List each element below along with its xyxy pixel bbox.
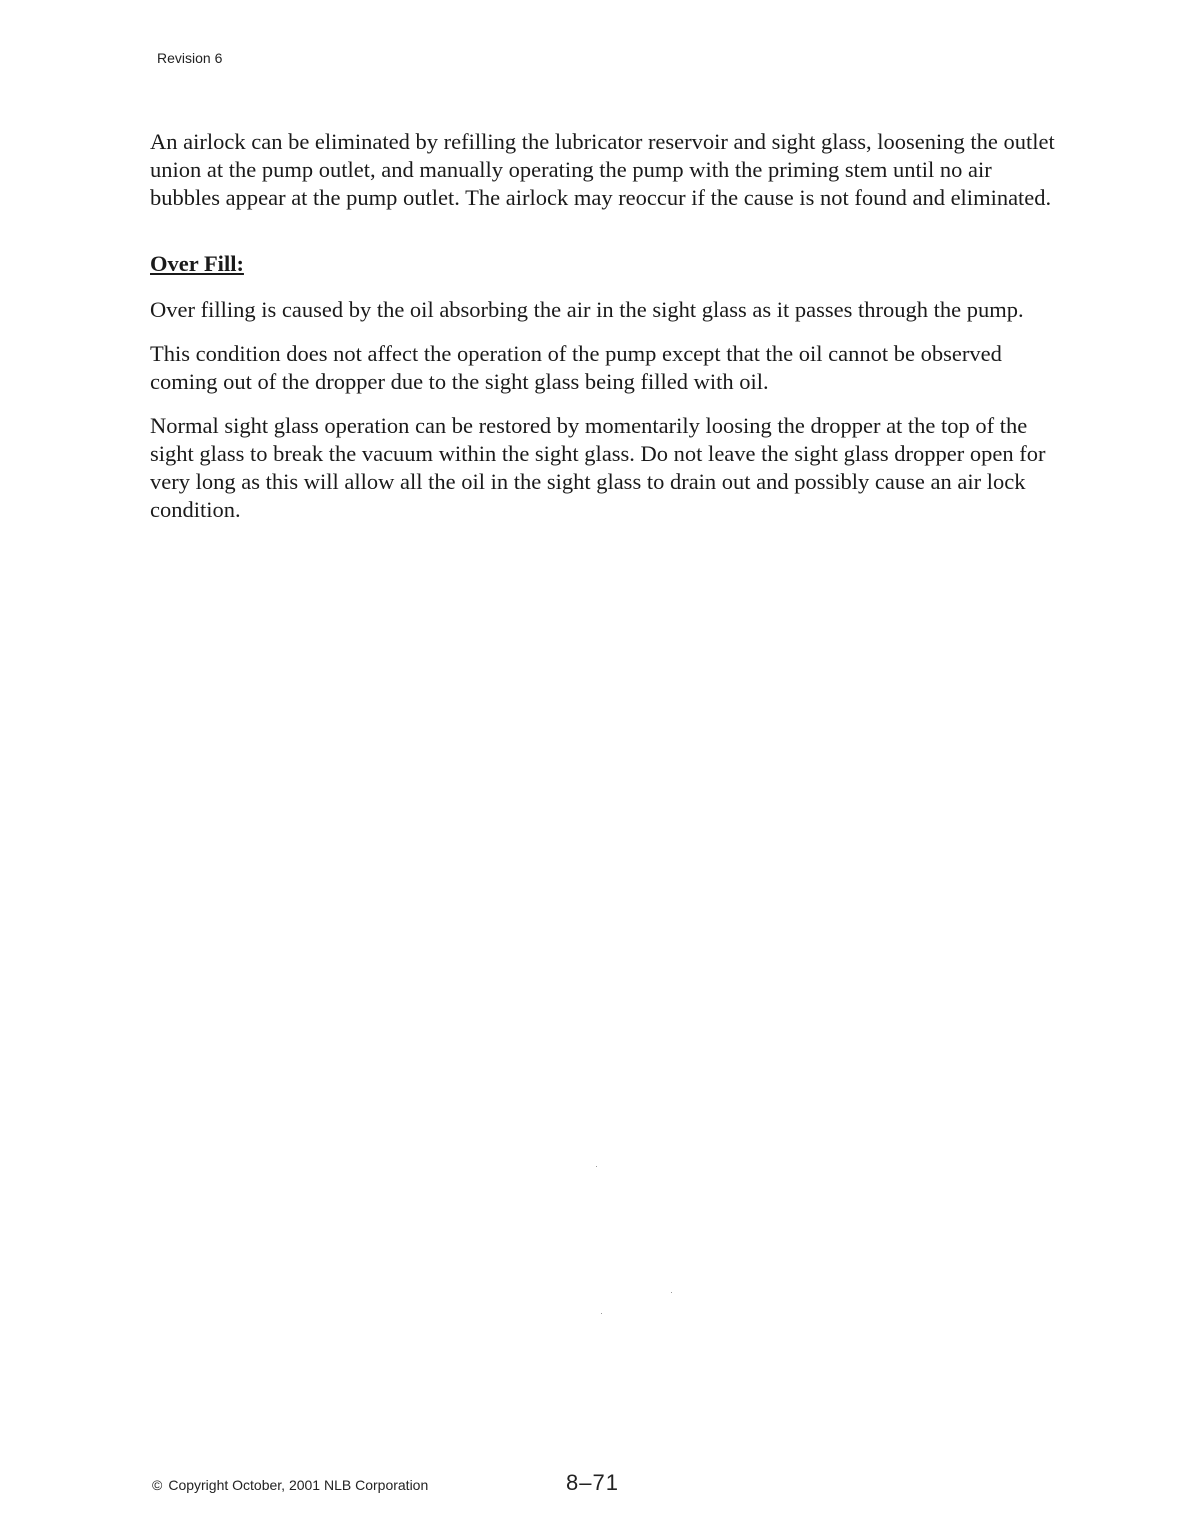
section-heading-over-fill: Over Fill: [150,251,244,276]
over-fill-effect-paragraph: This condition does not affect the operation of the pump except that the oil cannot be observed coming out of the dropper due to the sight glass being filled with oil. [150,341,1002,394]
sight-glass-restore-paragraph: Normal sight glass operation can be restored by momentarily loosing the dropper at the top of the sight glass to break the vacuum within the sight glass. Do not leave the sight glass dropper open for very long as this will allow all the oil in the sight glass to drain out and possibly cause an air lock condition. [150,413,1046,522]
copyright-notice [152,1477,428,1493]
over-fill-cause-paragraph: Over filling is caused by the oil absorbing the air in the sight glass as it passes through the pump. [150,297,1024,322]
body-content [150,128,1055,540]
revision-label: Revision 6 [157,50,223,66]
airlock-paragraph: An airlock can be eliminated by refilling the lubricator reservoir and sight glass, loosening the outlet union at the pump outlet, and manually operating the pump with the priming stem until no air bubbles appear at the pump outlet. The airlock may reoccur if the cause is not found and eliminated. [150,129,1055,210]
scan-speck [596,1166,597,1167]
copyright-text: Copyright October, 2001 NLB Corporation [168,1477,429,1493]
copyright-icon: © [152,1477,163,1493]
page-number: 8–71 [566,1470,619,1495]
scan-speck [601,1313,602,1314]
scan-speck [671,1292,672,1293]
